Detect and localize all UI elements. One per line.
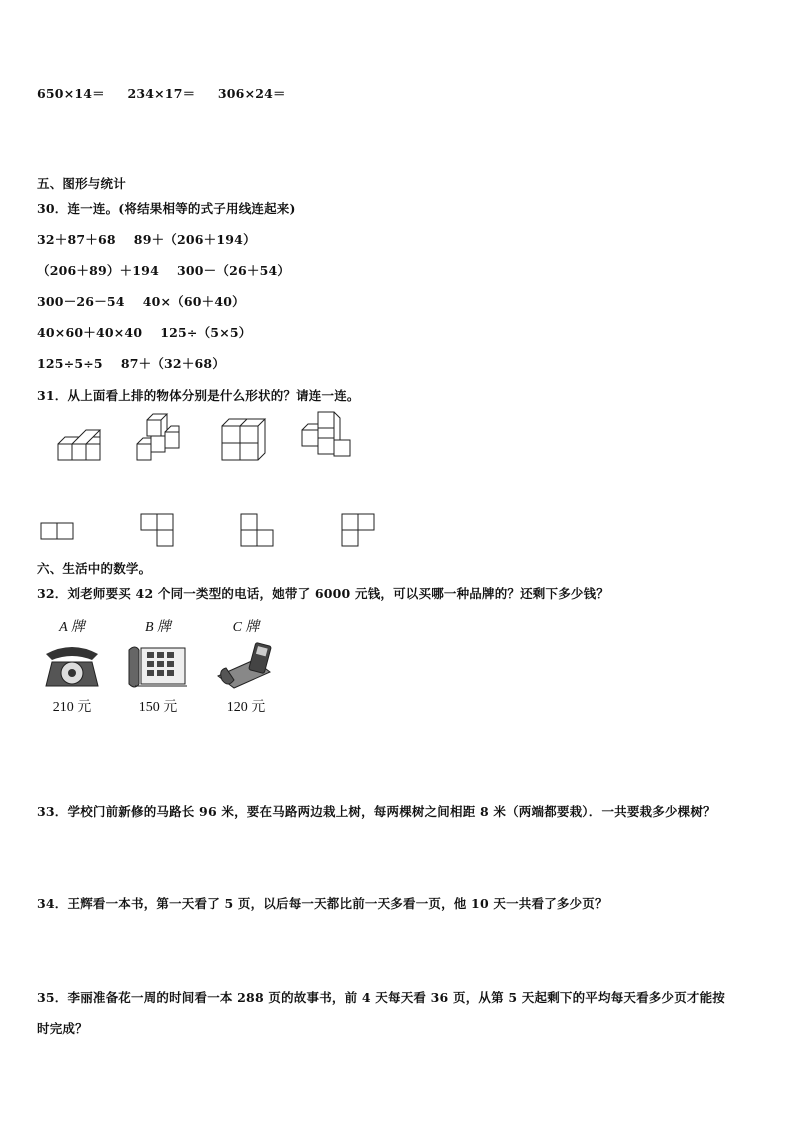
phone-c-price: 120 元 [226, 700, 266, 715]
q33-text: 33．学校门前新修的马路长 96 米，要在马路两边栽上树，每两棵树之间相距 8 米（两端都要栽）．一共要栽多少棵树？ [37, 804, 716, 819]
phone-c [206, 616, 286, 716]
q35-text-line1: 35．李丽准备花一周的时间看一本 288 页的故事书，前 4 天每天看 36 页，从第 5 天起剩下的平均每天看多少页才能按 [37, 990, 725, 1005]
q31-view-2 [140, 513, 176, 549]
q35-text-line2: 时完成？ [37, 1021, 88, 1036]
calc-3: 306×24＝ [217, 86, 286, 101]
q30-pair-4 [37, 323, 251, 341]
phone-a-price: 210 元 [52, 700, 92, 715]
phone-a-brand: A 牌 [59, 620, 85, 635]
q34-text: 34．王辉看一本书，第一天看了 5 页，以后每一天都比前一天多看一页，他 10 天一共看了多少页？ [37, 896, 608, 911]
calc-2: 234×17＝ [127, 86, 196, 101]
q31-object-3 [219, 416, 269, 464]
q31-object-1 [55, 424, 105, 464]
q32-title: 32．刘老师要买 42 个同一类型的电话，她带了 6000 元钱，可以买哪一种品牌的？还剩下多少钱？ [37, 586, 609, 601]
section-6-heading: 六、生活中的数学。 [37, 561, 152, 576]
q31-title: 31．从上面看上排的物体分别是什么形状的？请连一连。 [37, 388, 360, 403]
q30-pair-3 [37, 292, 245, 310]
q30-left-5: 125÷5÷5 [37, 356, 103, 371]
phone-c-brand: C 牌 [232, 620, 260, 635]
q31-view-1 [40, 521, 76, 541]
q30-right-4: 125÷（5×5） [160, 325, 252, 340]
q31-object-4 [300, 410, 355, 464]
q30-pair-2 [37, 261, 290, 279]
phone-b-brand: B 牌 [144, 620, 172, 635]
q30-left-3: 300－26－54 [37, 294, 125, 309]
q30-pair-1 [37, 230, 256, 248]
keypad-phone-icon [125, 640, 191, 692]
q30-right-5: 87＋（32＋68） [120, 356, 226, 371]
q30-right-1: 89＋（206＋194） [133, 232, 256, 247]
q30-title: 30．连一连。(将结果相等的式子用线连起来) [37, 201, 296, 216]
calc-row [37, 84, 304, 102]
phone-a [32, 616, 112, 716]
q30-left-1: 32＋87＋68 [37, 232, 116, 247]
q30-pair-5 [37, 354, 225, 372]
cordless-phone-icon [214, 640, 278, 692]
calc-1: 650×14＝ [37, 86, 105, 101]
q30-left-2: （206＋89）＋194 [37, 263, 159, 278]
section-5-heading: 五、图形与统计 [37, 176, 126, 191]
rotary-phone-icon [40, 640, 104, 692]
q31-view-4 [341, 513, 377, 549]
q30-left-4: 40×60＋40×40 [37, 325, 143, 340]
phone-b-price: 150 元 [138, 700, 178, 715]
q30-right-3: 40×（60＋40） [142, 294, 245, 309]
q31-view-3 [240, 513, 276, 549]
phone-b [118, 616, 198, 716]
q30-right-2: 300－（26＋54） [176, 263, 291, 278]
q31-object-2 [135, 412, 185, 464]
